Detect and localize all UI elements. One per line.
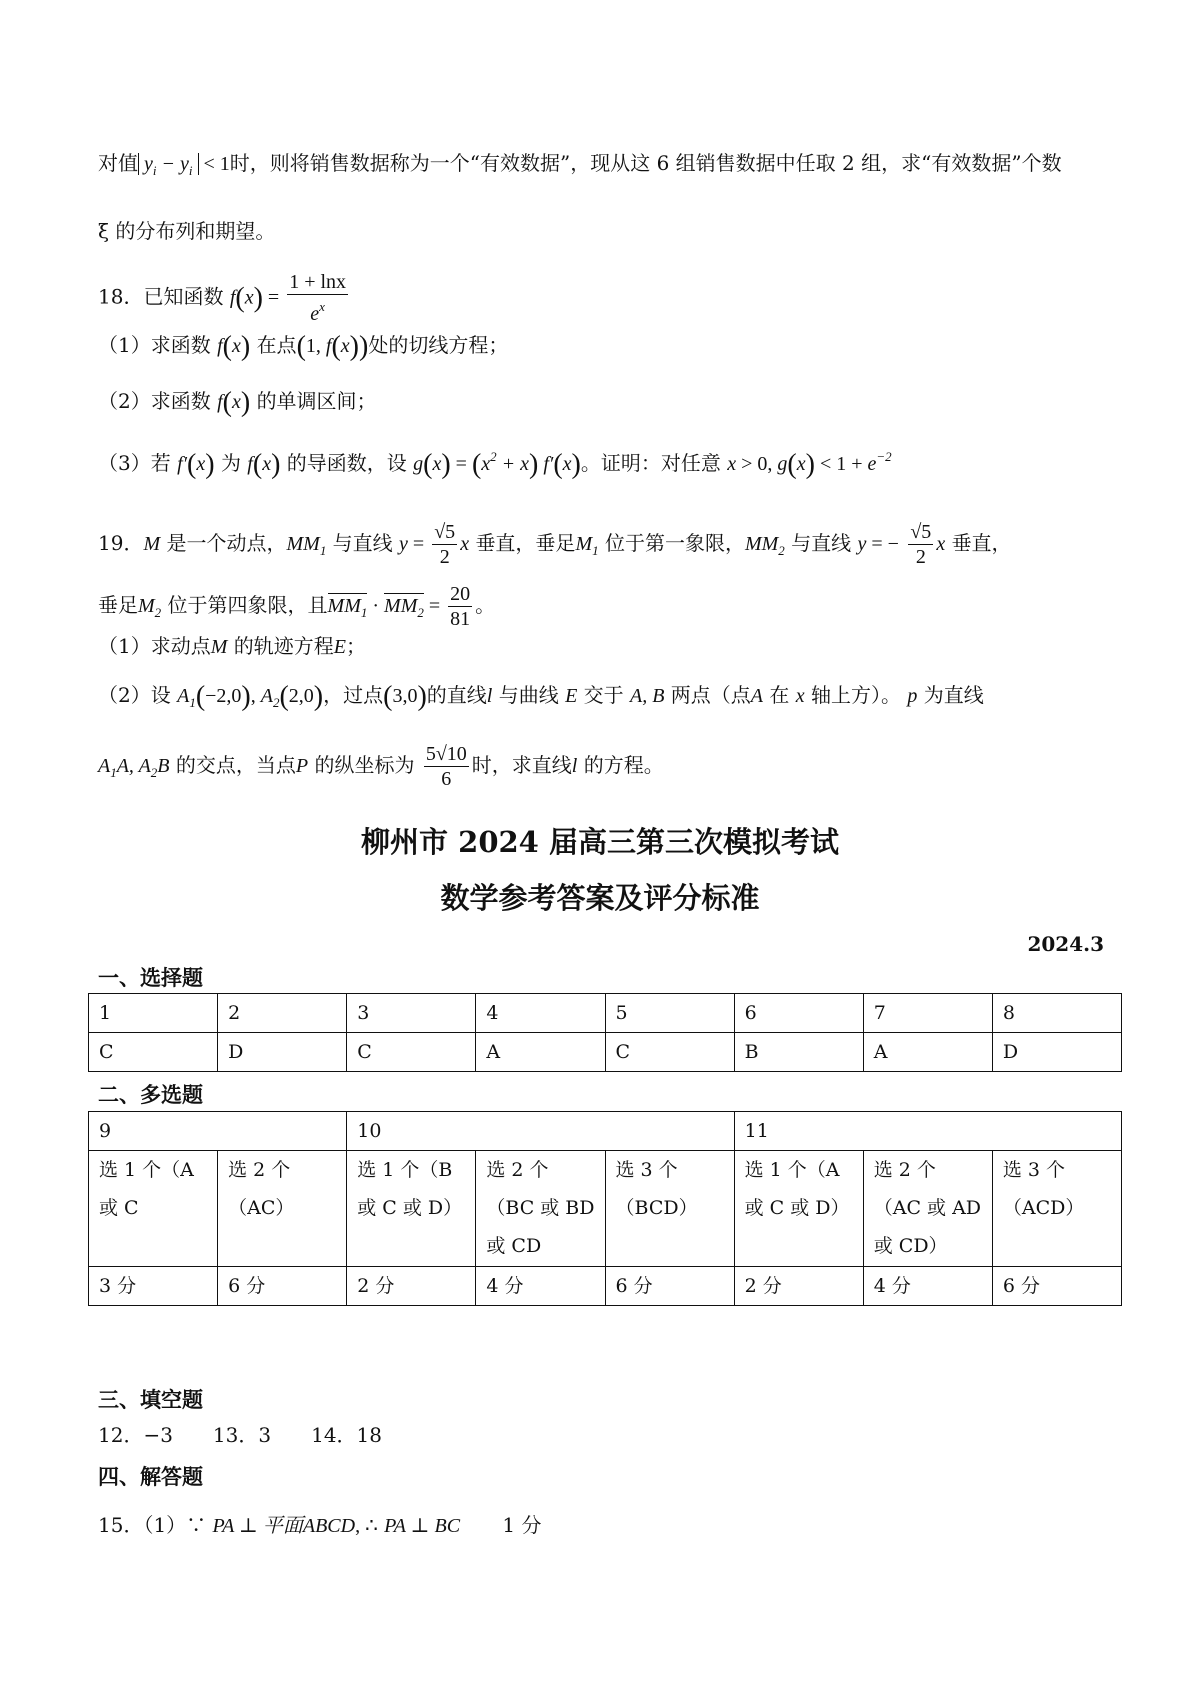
q19-part-2: （2）设 $A_1(-2,0)$, $A_2(2,0)$，过点(3,0)的直线l 与曲线 E 交于 A, B 两点（点A 在 x 轴上方）。 p 为直线: [98, 681, 984, 712]
section-2-heading: 二、多选题: [98, 1082, 203, 1107]
table-cell: 6 分: [992, 1267, 1121, 1306]
table-cell: A: [476, 1033, 605, 1072]
table-row: [89, 994, 1122, 1033]
table-cell: 7: [863, 994, 992, 1033]
page-title: 柳州市 2024 届高三第三次模拟考试: [361, 825, 839, 859]
table-row: [89, 1267, 1122, 1306]
q17-line-2: ξ 的分布列和期望。: [98, 219, 276, 243]
table-row: [89, 1151, 1122, 1267]
section-4-heading: 四、解答题: [98, 1464, 203, 1489]
table-cell: 9: [89, 1112, 347, 1151]
q18-stem-text: 18．已知函数: [98, 284, 224, 309]
abs-value-expr: $y_i - y_i$: [138, 153, 199, 175]
q17-line-1: 对值 $y_i - y_i < 1$时，则将销售数据称为一个“有效数据”，现从这 6 组销售数据中任取 2 组，求“有效数据”个数: [98, 151, 1062, 178]
section-3-heading: 三、填空题: [98, 1387, 203, 1412]
fill-blank-answers: 12．−3 13．3 14．18: [98, 1423, 383, 1447]
q17-text-b: 时，则将销售数据称为一个“有效数据”，现从这 6 组销售数据中任取 2 组，求“有效数据”个数: [229, 151, 1062, 175]
table-cell: 选 3 个（ACD）: [992, 1151, 1121, 1267]
table-cell: 1: [89, 994, 218, 1033]
table-cell: 8: [992, 994, 1121, 1033]
q18-part-3: （3）若 f′(x) 为 f(x) 的导函数，设 $g(x) = (x^2 + x)$ f′(x)。证明：对任意 x > 0, $g(x) < 1 + e^{-2}$: [98, 449, 892, 480]
table-cell: C: [605, 1033, 734, 1072]
table-cell: 4 分: [863, 1267, 992, 1306]
date-label: 2024.3: [1027, 932, 1104, 956]
table-cell: 选 2 个（AC）: [218, 1151, 347, 1267]
table-cell: 6 分: [218, 1267, 347, 1306]
table-cell: 2: [218, 994, 347, 1033]
q19-line-1: 19．M 是一个动点，$MM_1$ 与直线 y = $\frac{√5}{2}$ x 垂直，垂足$M_1$ 位于第一象限，$MM_2$ 与直线 y = − $\frac{√5}{2}$ x 垂直，: [98, 521, 1012, 568]
q18-part-2: （2）求函数 f(x) 的单调区间；: [98, 387, 377, 418]
table-cell: C: [347, 1033, 476, 1072]
table-cell: D: [218, 1033, 347, 1072]
q18-part-1: （1）求函数 f(x) 在点(1, f(x))处的切线方程；: [98, 331, 509, 362]
section-1-heading: 一、选择题: [98, 965, 203, 990]
table-cell: 3 分: [89, 1267, 218, 1306]
q19-line-2: 垂足$M_2$ 位于第四象限，且$MM_1 \cdot MM_2$ = $\frac{20}{81}$ 。: [98, 583, 496, 630]
table-cell: 选 1 个（B 或 C 或 D）: [347, 1151, 476, 1267]
table-cell: 选 2 个（BC 或 BD 或 CD: [476, 1151, 605, 1267]
table-cell: D: [992, 1033, 1121, 1072]
table-cell: 选 1 个（A 或 C 或 D）: [734, 1151, 863, 1267]
table-cell: 11: [734, 1112, 1121, 1151]
table-cell: C: [89, 1033, 218, 1072]
table-row: [89, 1033, 1122, 1072]
table-cell: 5: [605, 994, 734, 1033]
table-cell: 选 3 个（BCD）: [605, 1151, 734, 1267]
table-cell: 6 分: [605, 1267, 734, 1306]
page-subtitle: 数学参考答案及评分标准: [440, 881, 760, 915]
table-cell: 选 1 个（A 或 C: [89, 1151, 218, 1267]
table-cell: 选 2 个（AC 或 AD 或 CD）: [863, 1151, 992, 1267]
q19-part-1: （1）求动点M 的轨迹方程E；: [98, 634, 366, 658]
choice-answer-table: [88, 993, 1122, 1072]
table-cell: 3: [347, 994, 476, 1033]
table-cell: 2 分: [347, 1267, 476, 1306]
table-cell: 4: [476, 994, 605, 1033]
table-cell: B: [734, 1033, 863, 1072]
q17-text-a: 对值: [98, 151, 138, 175]
q15-line: 15．（1）∵ PA ⊥ 平面ABCD, ∴ PA ⊥ BC 1 分: [98, 1513, 542, 1537]
table-cell: 2 分: [734, 1267, 863, 1306]
q18-fraction: $\frac{1 + \ln x}{e^x}$: [289, 271, 347, 325]
score-label: 1 分: [502, 1513, 542, 1537]
table-cell: 4 分: [476, 1267, 605, 1306]
table-cell: A: [863, 1033, 992, 1072]
table-cell: 10: [347, 1112, 734, 1151]
multi-choice-table: [88, 1111, 1122, 1306]
table-cell: 6: [734, 994, 863, 1033]
table-row: [89, 1112, 1122, 1151]
q19-line-last: $A_1A$, $A_2B$ 的交点，当点P 的纵坐标为 $\frac{5√10}{6}$ 时，求直线l 的方程。: [98, 743, 664, 790]
q18-stem: 18．已知函数 f(x) = $\frac{1 + \ln x}{e^x}$: [98, 271, 347, 325]
